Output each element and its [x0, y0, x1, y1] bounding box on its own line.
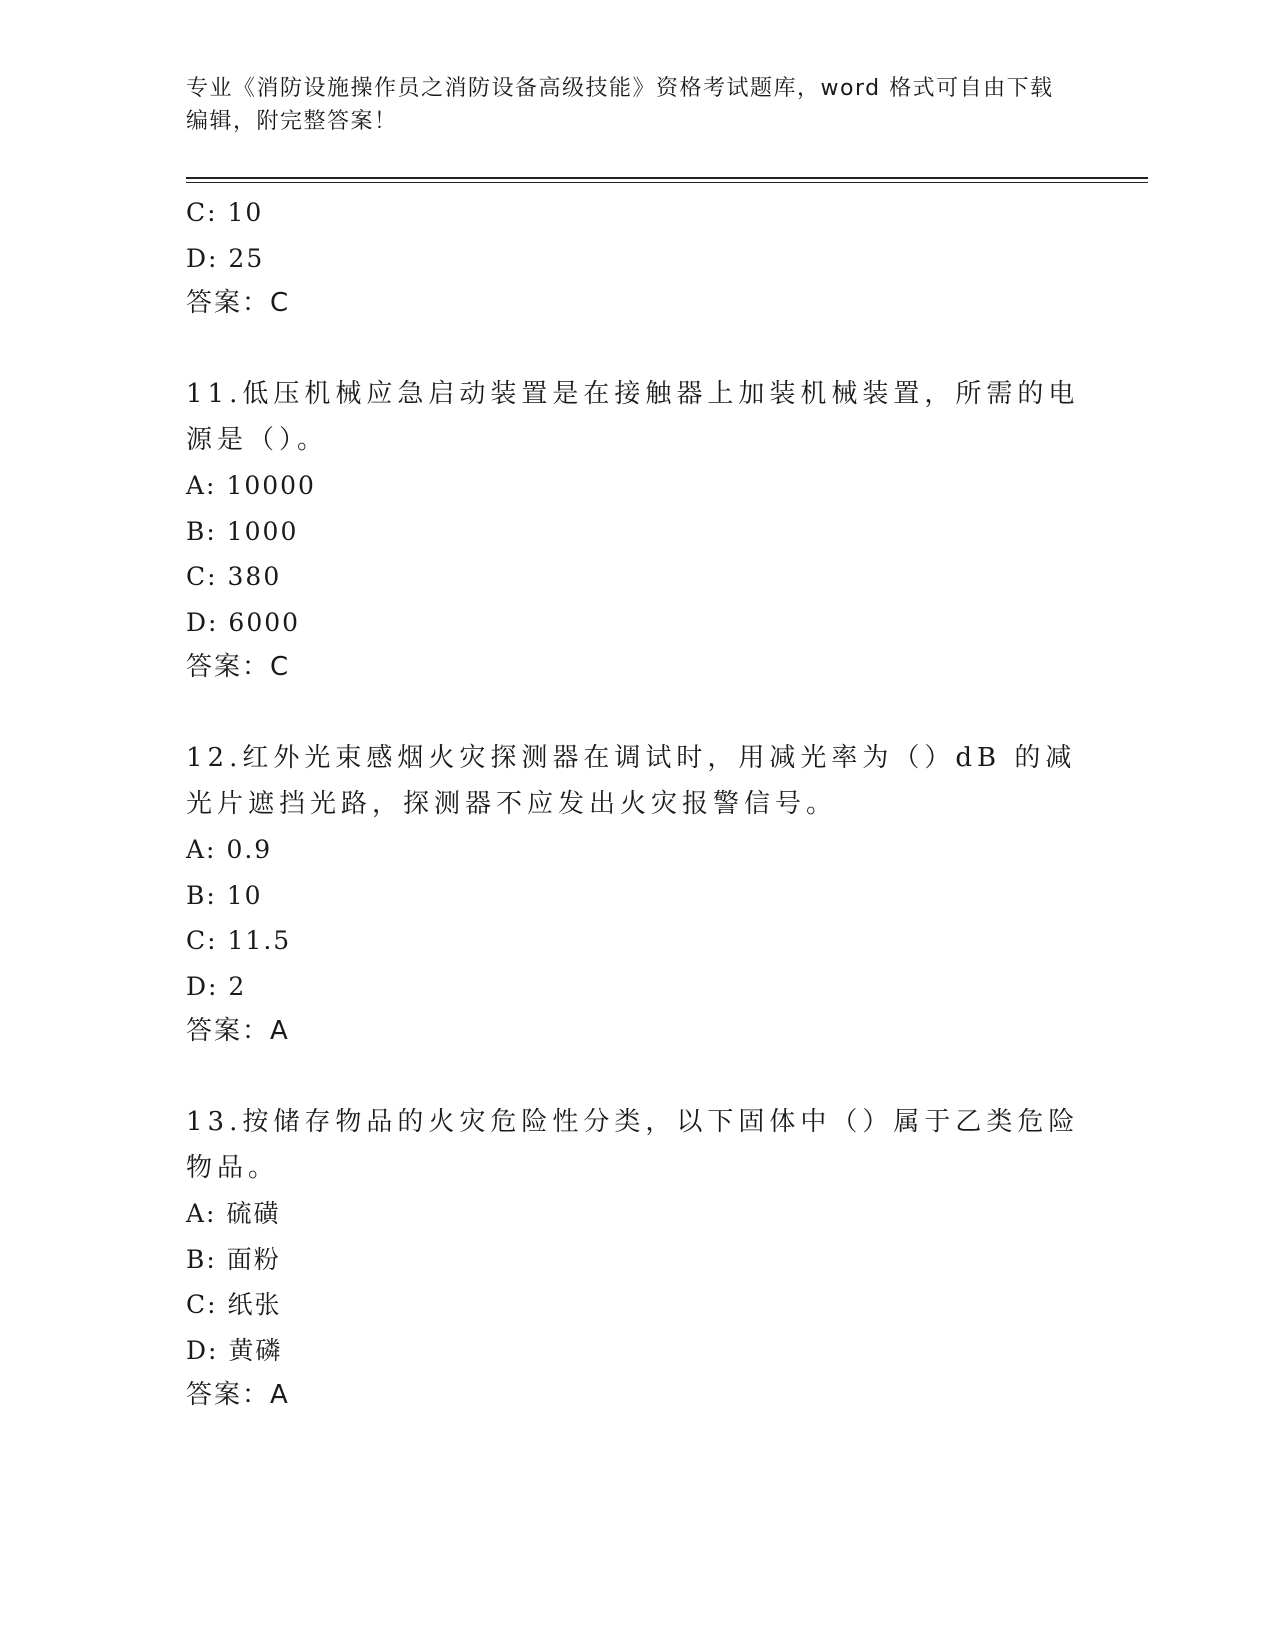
page-header: 专业《消防设施操作员之消防设备高级技能》资格考试题库，word 格式可自由下载编辑，附完整答案！ — [186, 76, 1054, 134]
question-content — [186, 190, 1086, 1419]
question-12-stem: 12.红外光束感烟火灾探测器在调试时，用减光率为（）dB 的减光片遮挡光路，探测器不应发出火灾报警信号。 — [186, 743, 1077, 819]
option-d: D: 25 — [186, 243, 265, 273]
question-12-option-c: C: 11.5 — [186, 926, 292, 955]
question-12-option-a: A: 0.9 — [186, 835, 273, 864]
header-divider-thick — [186, 177, 1148, 179]
question-13-answer: 答案：A — [186, 1380, 290, 1410]
question-11-answer: 答案：C — [186, 652, 291, 682]
spacer — [186, 327, 1086, 373]
spacer — [186, 1055, 1086, 1101]
question-13-option-a: A: 硫磺 — [186, 1199, 281, 1228]
option-c: C: 10 — [186, 198, 264, 227]
question-11-option-a: A: 10000 — [186, 471, 316, 500]
question-11-stem: 11.低压机械应急启动装置是在接触器上加装机械装置，所需的电源是（）。 — [186, 379, 1080, 455]
question-13-option-d: D: 黄磷 — [186, 1335, 283, 1365]
question-12-option-b: B: 10 — [186, 880, 263, 910]
spacer — [186, 691, 1086, 737]
question-11-option-b: B: 1000 — [186, 516, 299, 546]
question-12-option-d: D: 2 — [186, 971, 247, 1001]
header-divider-thin — [186, 182, 1148, 183]
question-11-option-d: D: 6000 — [186, 607, 301, 637]
question-13-stem: 13.按储存物品的火灾危险性分类，以下固体中（）属于乙类危险物品。 — [186, 1107, 1080, 1183]
question-12-answer: 答案：A — [186, 1016, 290, 1046]
question-13-option-b: B: 面粉 — [186, 1244, 281, 1274]
question-13-option-c: C: 纸张 — [186, 1290, 282, 1319]
answer-line: 答案：C — [186, 288, 291, 318]
question-11-option-c: C: 380 — [186, 562, 282, 591]
